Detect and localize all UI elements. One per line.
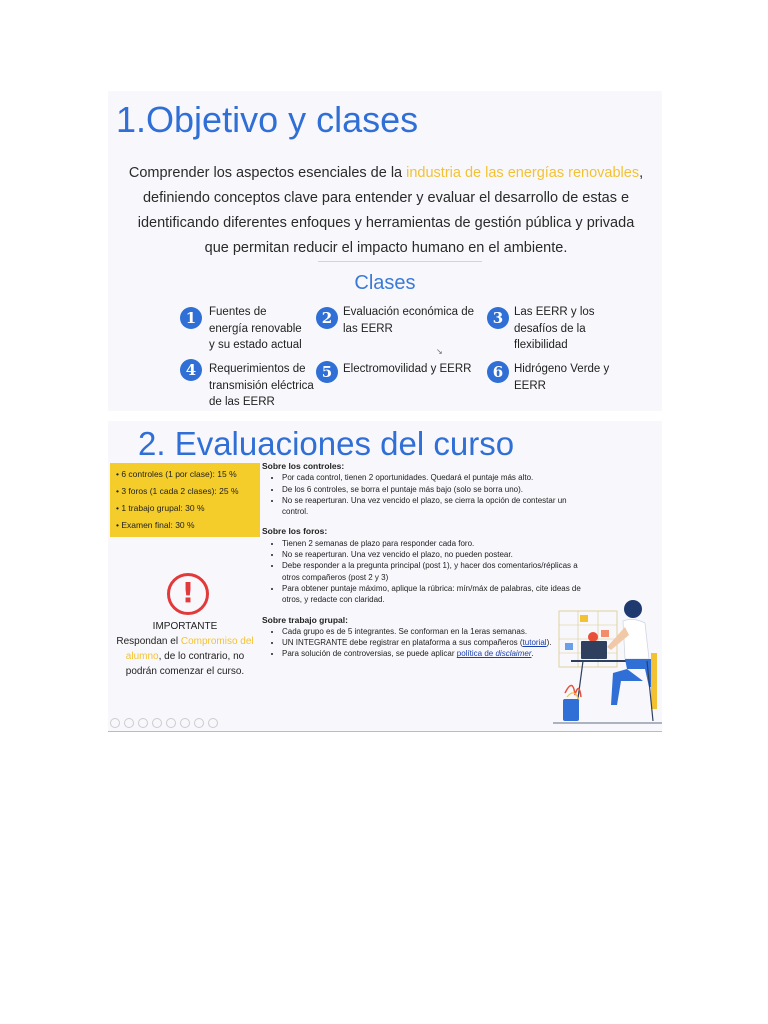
list-item: • Para obtener puntaje máximo, aplique la rúbrica: mín/máx de palabras, cite ideas de otros, y redacte con claridad. xyxy=(282,583,582,606)
important-notice xyxy=(112,619,258,679)
clase-item-5 xyxy=(343,361,471,378)
clase-item-4 xyxy=(209,361,314,411)
grading-item: • 6 controles (1 por clase): 15 % xyxy=(116,469,237,479)
previous-slide-icon[interactable] xyxy=(110,718,120,728)
clase-3-line: desafíos de la xyxy=(514,322,586,335)
clase-6-line: EERR xyxy=(514,379,546,392)
subtitles-icon[interactable] xyxy=(180,718,190,728)
clase-item-1 xyxy=(209,304,302,354)
disclaimer-link[interactable]: política de disclaimer xyxy=(456,649,532,659)
next-slide-icon[interactable] xyxy=(124,718,134,728)
list-item: • No se reaperturan. Una vez vencido el plazo, se cierra la opción de contestar un control. xyxy=(282,495,582,518)
grading-item: • 3 foros (1 cada 2 clases): 25 % xyxy=(116,486,239,496)
grading-item: • Examen final: 30 % xyxy=(116,520,195,530)
more-options-icon[interactable] xyxy=(208,718,218,728)
clase-5-line: Electromovilidad y EERR xyxy=(343,363,472,375)
slide1-title: 1.Objetivo y clases xyxy=(116,99,419,140)
clases-heading: Clases xyxy=(354,272,416,294)
clase-6-line: Hidrógeno Verde y xyxy=(514,363,610,375)
clase-number-1: 1 xyxy=(180,307,202,329)
clase-number-4: 4 xyxy=(180,359,202,381)
list-item: • Debe responder a la pregunta principal (post 1), y hacer dos comentarios/réplicas a otros compañeros (post 2 y 3) xyxy=(282,560,582,583)
list-item: • De los 6 controles, se borra el puntaje más bajo (solo se borra uno). xyxy=(282,484,582,495)
clase-4-line: transmisión eléctrica xyxy=(209,379,314,392)
clase-1-line: Fuentes de xyxy=(209,306,267,318)
camera-icon[interactable] xyxy=(194,718,204,728)
clase-4-line: Requerimientos de xyxy=(209,363,306,375)
clase-1-line: y su estado actual xyxy=(209,339,302,351)
evaluation-rules xyxy=(262,461,582,669)
important-label: IMPORTANTE xyxy=(152,621,218,632)
controles-list xyxy=(262,472,582,517)
clase-item-3 xyxy=(514,304,595,354)
tutorial-link[interactable]: tutorial xyxy=(522,638,547,648)
objective-before: Comprender los aspectos esenciales de la xyxy=(128,165,407,181)
list-item: • Para solución de controversias, se puede aplicar política de disclaimer. xyxy=(282,648,582,659)
objective-after: , definiendo conceptos clave para entender y evaluar el desarrollo de estas e identificando diferentes enfoques y herramientas de gestión pública y privada que permitan reducir el impacto humano en el ambiente. xyxy=(137,165,644,256)
clase-number-3: 3 xyxy=(487,307,509,329)
list-item: • Tienen 2 semanas de plazo para responder cada foro. xyxy=(282,538,582,549)
pen-icon[interactable] xyxy=(138,718,148,728)
warning-mark: ! xyxy=(181,576,195,609)
grupal-list xyxy=(262,626,582,660)
clase-2-line: Evaluación económica de xyxy=(343,306,475,318)
important-text: Respondan el Compromiso del alumno, de lo contrario, no podrán comenzar el curso. xyxy=(116,636,254,677)
clase-number-2: 2 xyxy=(316,307,338,329)
list-item: • No se reaperturan. Una vez vencido el plazo, no pueden postear. xyxy=(282,549,582,560)
zoom-icon[interactable] xyxy=(152,718,162,728)
warning-icon xyxy=(167,573,209,615)
objective-text xyxy=(126,161,646,261)
compromiso-link[interactable]: Compromiso del alumno xyxy=(125,636,254,662)
grading-box xyxy=(110,463,260,537)
list-item: • UN INTEGRANTE debe registrar en plataforma a sus compañeros (tutorial). xyxy=(282,637,582,648)
slide2-title: 2. Evaluaciones del curso xyxy=(138,425,515,462)
clase-1-line: energía renovable xyxy=(209,322,302,335)
grupal-heading: Sobre trabajo grupal: xyxy=(262,614,348,625)
foros-heading: Sobre los foros: xyxy=(262,526,328,537)
list-item: • Cada grupo es de 5 integrantes. Se conforman en la 1eras semanas. xyxy=(282,626,582,637)
objective-highlight: industria de las energías renovables xyxy=(406,165,640,181)
clase-item-6 xyxy=(514,361,609,394)
person-at-desk-illustration xyxy=(553,597,662,727)
clase-number-5: 5 xyxy=(316,361,338,383)
clase-number-6: 6 xyxy=(487,361,509,383)
slide-objetivo-y-clases xyxy=(108,91,662,411)
divider xyxy=(318,261,482,262)
clase-2-line: las EERR xyxy=(343,322,393,335)
controles-heading: Sobre los controles: xyxy=(262,461,345,471)
clase-4-line: de las EERR xyxy=(209,396,275,408)
grid-icon[interactable] xyxy=(166,718,176,728)
clase-3-line: flexibilidad xyxy=(514,339,568,351)
mouse-cursor-icon: ↘ xyxy=(436,347,443,356)
slide-evaluaciones xyxy=(108,421,662,732)
grading-item: • 1 trabajo grupal: 30 % xyxy=(116,503,205,513)
foros-list xyxy=(262,538,582,606)
slide-controls-bar[interactable] xyxy=(110,715,222,725)
clase-item-2 xyxy=(343,304,474,337)
clase-3-line: Las EERR y los xyxy=(514,306,595,318)
list-item: • Por cada control, tienen 2 oportunidades. Quedará el puntaje más alto. xyxy=(282,472,582,483)
